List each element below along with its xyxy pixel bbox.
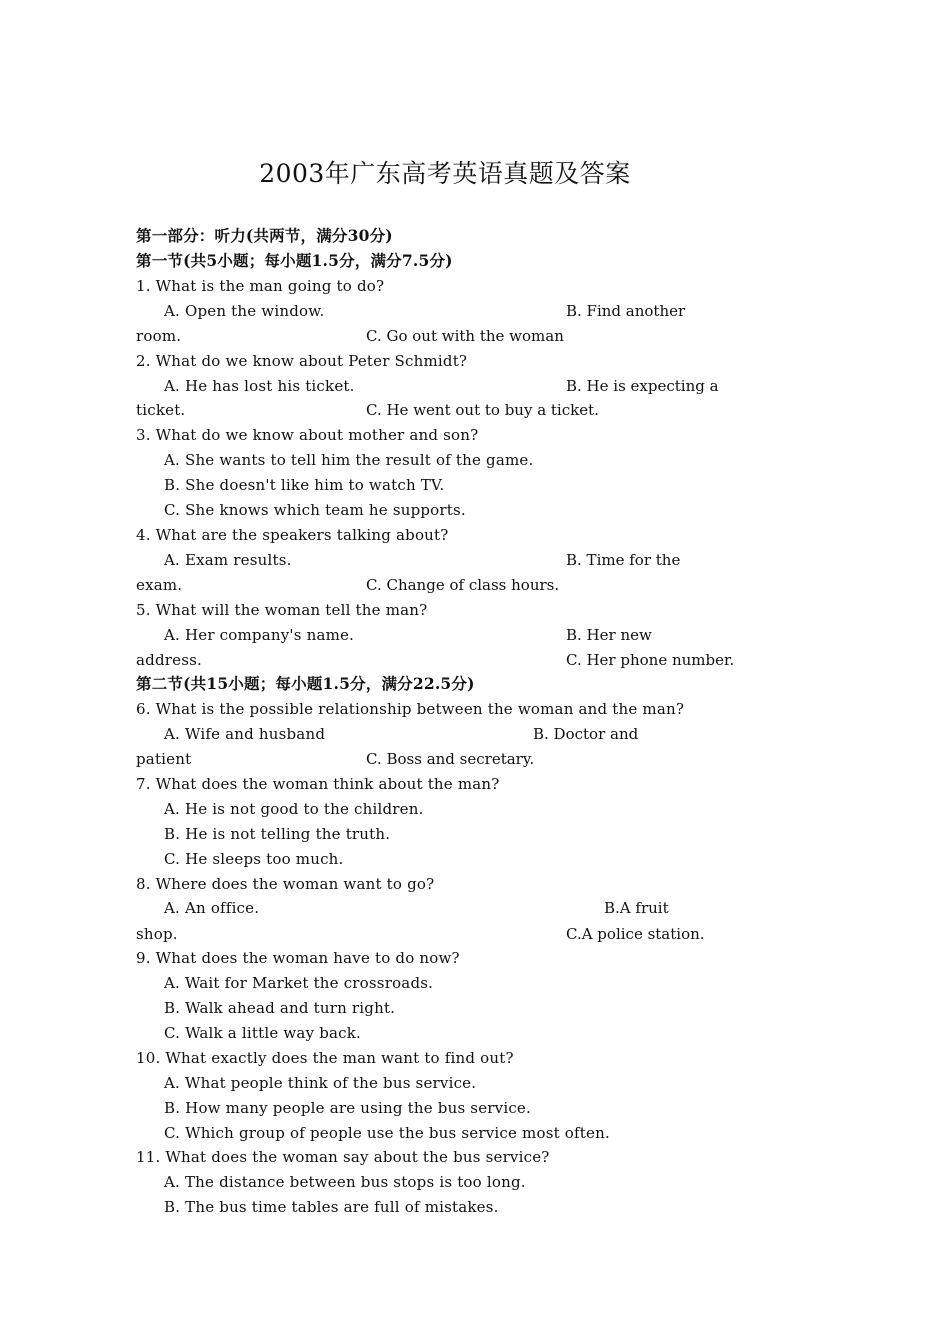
option-b: B. She doesn't like him to watch TV. xyxy=(164,476,445,494)
option-c: C. Change of class hours. xyxy=(366,576,560,594)
option-a: A. An office. xyxy=(164,899,260,917)
part-heading: 第一部分：听力(共两节，满分30分) xyxy=(136,226,393,245)
option-c: C. He sleeps too much. xyxy=(164,850,344,868)
option-b: B. The bus time tables are full of mistakes. xyxy=(164,1198,499,1216)
question-stem: 1. What is the man going to do? xyxy=(136,277,385,295)
question-stem: 6. What is the possible relationship between the woman and the man? xyxy=(136,700,685,718)
question-stem: 8. Where does the woman want to go? xyxy=(136,875,435,893)
question-stem: 2. What do we know about Peter Schmidt? xyxy=(136,352,468,370)
option-a: A. Open the window. xyxy=(164,302,325,320)
option-a: A. She wants to tell him the result of the game. xyxy=(164,451,534,469)
option-b-wrap: exam. xyxy=(136,576,183,594)
option-a: A. He has lost his ticket. xyxy=(164,377,355,395)
option-a: A. Her company's name. xyxy=(164,626,355,644)
option-b: B. He is not telling the truth. xyxy=(164,825,391,843)
option-b-wrap: room. xyxy=(136,327,182,345)
option-c: C.A police station. xyxy=(566,925,705,943)
option-c: C. She knows which team he supports. xyxy=(164,501,466,519)
option-c: C. Which group of people use the bus service most often. xyxy=(164,1124,610,1142)
section-heading-2: 第二节(共15小题；每小题1.5分，满分22.5分) xyxy=(136,674,475,693)
option-b: B.A fruit xyxy=(604,899,669,917)
option-b: B. How many people are using the bus service. xyxy=(164,1099,531,1117)
option-b-wrap: shop. xyxy=(136,925,178,943)
option-a: A. The distance between bus stops is too long. xyxy=(164,1173,526,1191)
option-b: B. Walk ahead and turn right. xyxy=(164,999,396,1017)
option-b: B. Doctor and xyxy=(533,725,639,743)
option-a: A. Exam results. xyxy=(164,551,292,569)
option-c: C. Boss and secretary. xyxy=(366,750,535,768)
option-b: B. Her new xyxy=(566,626,652,644)
option-c: C. He went out to buy a ticket. xyxy=(366,401,599,419)
option-a: A. Wait for Market the crossroads. xyxy=(164,974,434,992)
option-c: C. Go out with the woman xyxy=(366,327,564,345)
option-b: B. Find another xyxy=(566,302,686,320)
option-b-wrap: address. xyxy=(136,651,202,669)
option-c: C. Her phone number. xyxy=(566,651,735,669)
option-a: A. What people think of the bus service. xyxy=(164,1074,477,1092)
option-a: A. He is not good to the children. xyxy=(164,800,424,818)
question-stem: 9. What does the woman have to do now? xyxy=(136,949,460,967)
document-title: 2003年广东高考英语真题及答案 xyxy=(259,159,631,188)
question-stem: 10. What exactly does the man want to find out? xyxy=(136,1049,514,1067)
question-stem: 3. What do we know about mother and son? xyxy=(136,426,479,444)
option-b: B. Time for the xyxy=(566,551,681,569)
option-c: C. Walk a little way back. xyxy=(164,1024,362,1042)
option-b: B. He is expecting a xyxy=(566,377,719,395)
question-stem: 4. What are the speakers talking about? xyxy=(136,526,449,544)
option-b-wrap: ticket. xyxy=(136,401,186,419)
question-stem: 7. What does the woman think about the man? xyxy=(136,775,500,793)
question-stem: 5. What will the woman tell the man? xyxy=(136,601,428,619)
option-b-wrap: patient xyxy=(136,750,192,768)
option-a: A. Wife and husband xyxy=(164,725,326,743)
question-stem: 11. What does the woman say about the bus service? xyxy=(136,1148,550,1166)
section-heading-1: 第一节(共5小题；每小题1.5分，满分7.5分) xyxy=(136,251,453,270)
